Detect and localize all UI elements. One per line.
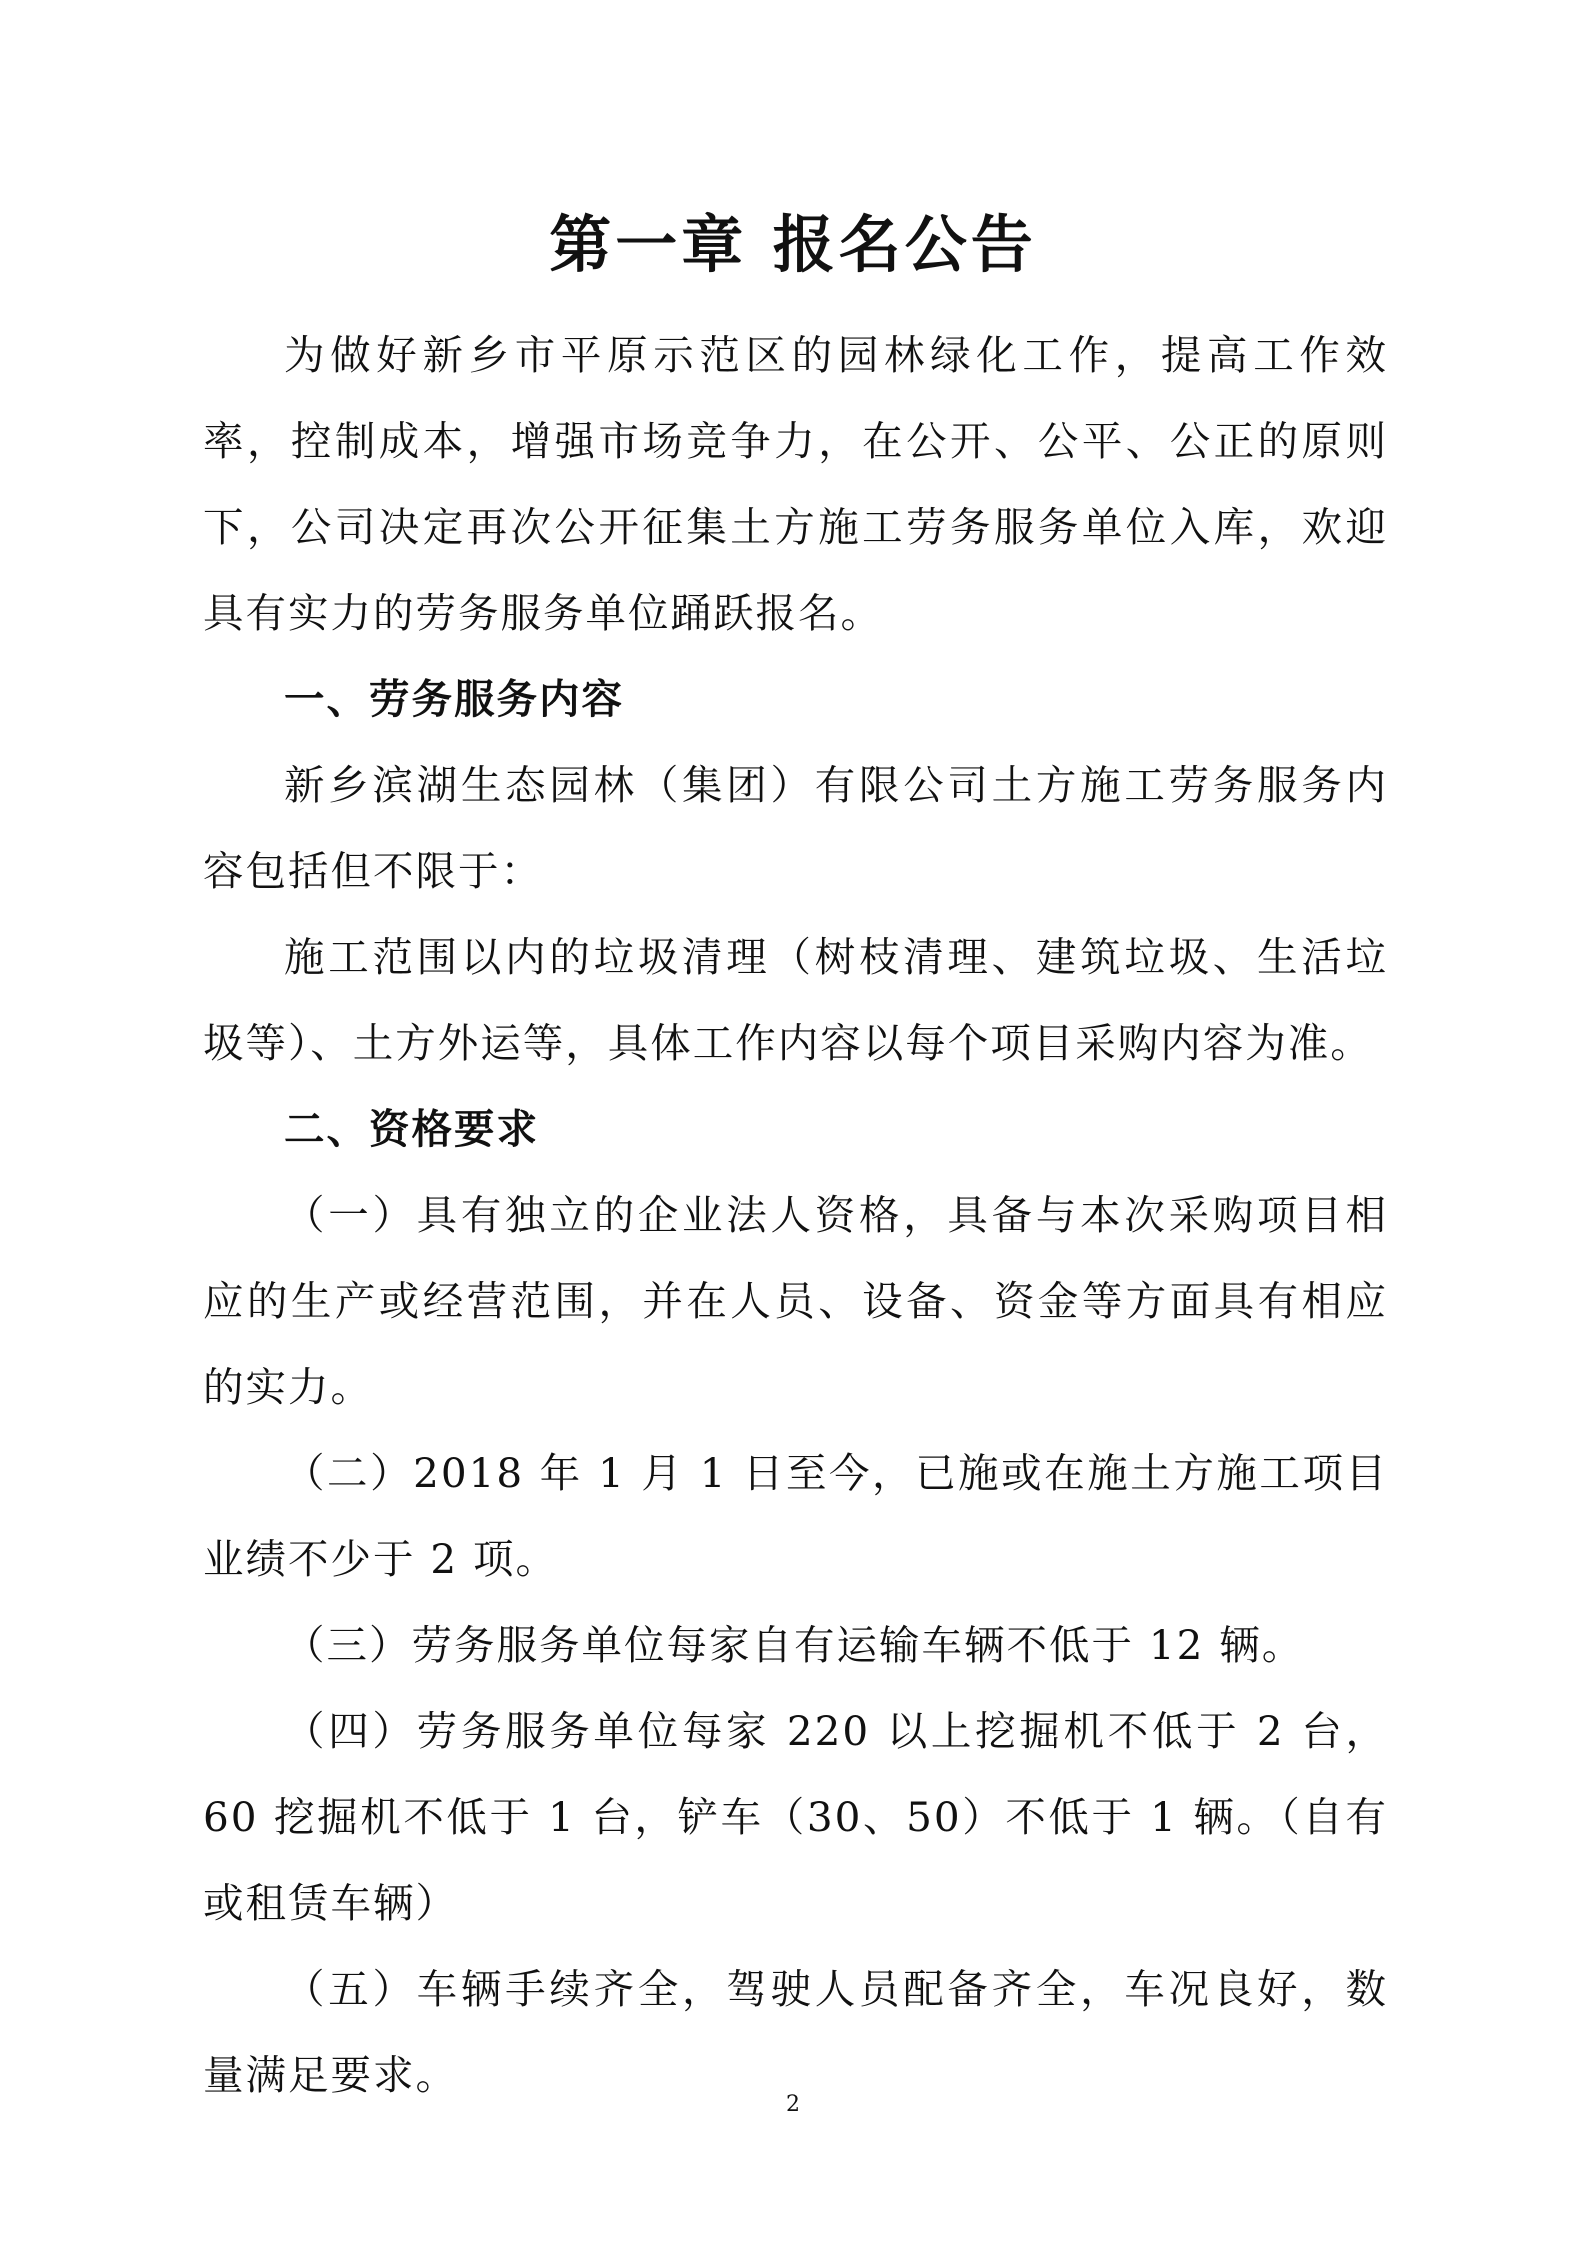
- intro-paragraph: 为做好新乡市平原示范区的园林绿化工作，提高工作效率，控制成本，增强市场竞争力，在公开、公平、公正的原则下，公司决定再次公开征集土方施工劳务服务单位入库，欢迎具有实力的劳务服务单位踊跃报名。: [203, 331, 1388, 637]
- service-content-paragraph: 新乡滨湖生态园林（集团）有限公司土方施工劳务服务内容包括但不限于：: [203, 761, 1388, 895]
- chapter-title: 第一章 报名公告: [549, 208, 1037, 281]
- service-scope-paragraph: 施工范围以内的垃圾清理（树枝清理、建筑垃圾、生活垃圾等）、土方外运等，具体工作内容以每个项目采购内容为准。: [203, 933, 1388, 1067]
- page-number: 2: [786, 2092, 800, 2117]
- section-heading-qualification: 二、资格要求: [284, 1105, 539, 1153]
- section-heading-service-content: 一、劳务服务内容: [284, 675, 624, 723]
- qualification-item-1: （一）具有独立的企业法人资格，具备与本次采购项目相应的生产或经营范围，并在人员、设备、资金等方面具有相应的实力。: [203, 1191, 1388, 1411]
- document-body: [203, 312, 1388, 2118]
- qualification-item-4: （四）劳务服务单位每家 220 以上挖掘机不低于 2 台，60 挖掘机不低于 1 台，铲车（30、50）不低于 1 辆。（自有或租赁车辆）: [203, 1707, 1388, 1927]
- qualification-item-5: （五）车辆手续齐全，驾驶人员配备齐全，车况良好，数量满足要求。: [203, 1965, 1388, 2099]
- qualification-item-3: （三）劳务服务单位每家自有运输车辆不低于 12 辆。: [284, 1621, 1305, 1669]
- qualification-item-2: （二）2018 年 1 月 1 日至今，已施或在施土方施工项目业绩不少于 2 项。: [203, 1449, 1388, 1583]
